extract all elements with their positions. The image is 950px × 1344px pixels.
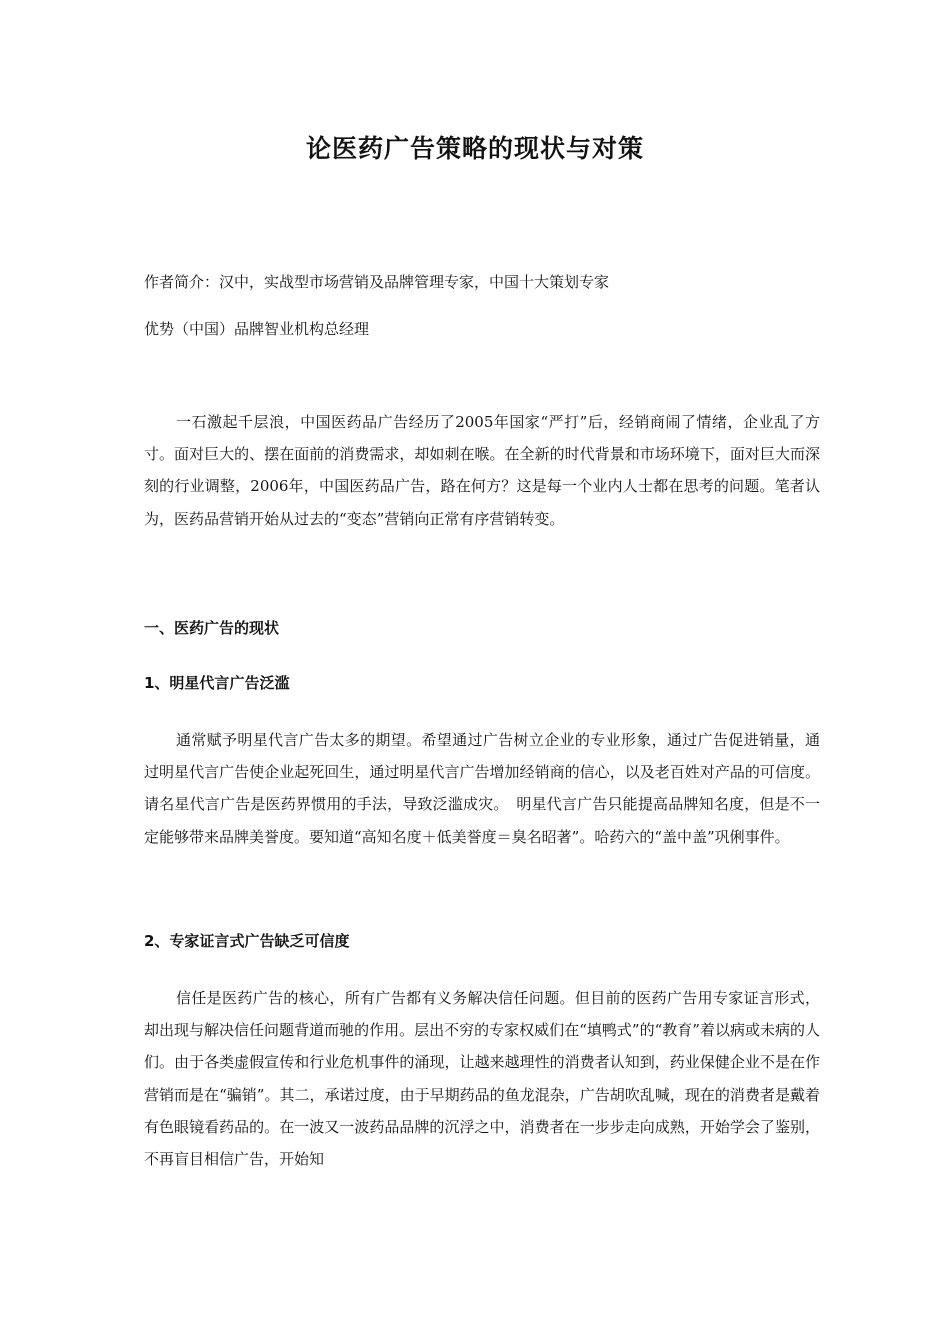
expert-testimonial-paragraph: 信任是医药广告的核心，所有广告都有义务解决信任问题。但目前的医药广告用专家证言形式，却出现与解决信任问题背道而驰的作用。层出不穷的专家权威们在“填鸭式”的“教育”着以病或未病的人们。由于各类虚假宣传和行业危机事件的涌现，让越来越理性的消费者认知到，药业保健企业不是在作营销而是在“骗销”。其二，承诺过度，由于早期药品的鱼龙混杂，广告胡吹乱喊，现在的消费者是戴着有色眼镜看药品的。在一波又一波药品品牌的沉浮之中，消费者在一步步走向成熟，开始学会了鉴别，不再盲目相信广告，开始知 bbox=[144, 989, 820, 1169]
celebrity-ads-paragraph: 通常赋予明星代言广告太多的期望。希望通过广告树立企业的专业形象，通过广告促进销量，通过明星代言广告使企业起死回生，通过明星代言广告增加经销商的信心，以及老百姓对产品的可信度。请名星代言广告是医药界惯用的手法，导致泛滥成灾。 明星代言广告只能提高品牌知名度，但是不一定能够带来品牌美誉度。要知道“高知名度＋低美誉度＝臭名昭著”。哈药六的“盖中盖”巩俐事件。 bbox=[144, 731, 820, 846]
subsection-heading-celebrity-ads: 1、明星代言广告泛滥 bbox=[144, 674, 290, 692]
author-position-line: 优势（中国）品牌智业机构总经理 bbox=[144, 320, 370, 338]
document-title: 论医药广告策略的现状与对策 bbox=[305, 134, 644, 163]
intro-paragraph: 一石激起千层浪，中国医药品广告经历了2005年国家“严打”后，经销商闹了情绪，企业乱了方寸。面对巨大的、摆在面前的消费需求，却如刺在喉。在全新的时代背景和市场环境下，面对巨大而深刻的行业调整，2006年，中国医药品广告，路在何方？这是每一个业内人士都在思考的问题。笔者认为，医药品营销开始从过去的“变态”营销向正常有序营销转变。 bbox=[144, 413, 820, 528]
subsection-heading-expert-testimonial: 2、专家证言式广告缺乏可信度 bbox=[144, 932, 350, 950]
section-heading-status: 一、医药广告的现状 bbox=[144, 619, 280, 637]
author-intro-line: 作者简介：汉中，实战型市场营销及品牌管理专家，中国十大策划专家 bbox=[144, 273, 610, 291]
